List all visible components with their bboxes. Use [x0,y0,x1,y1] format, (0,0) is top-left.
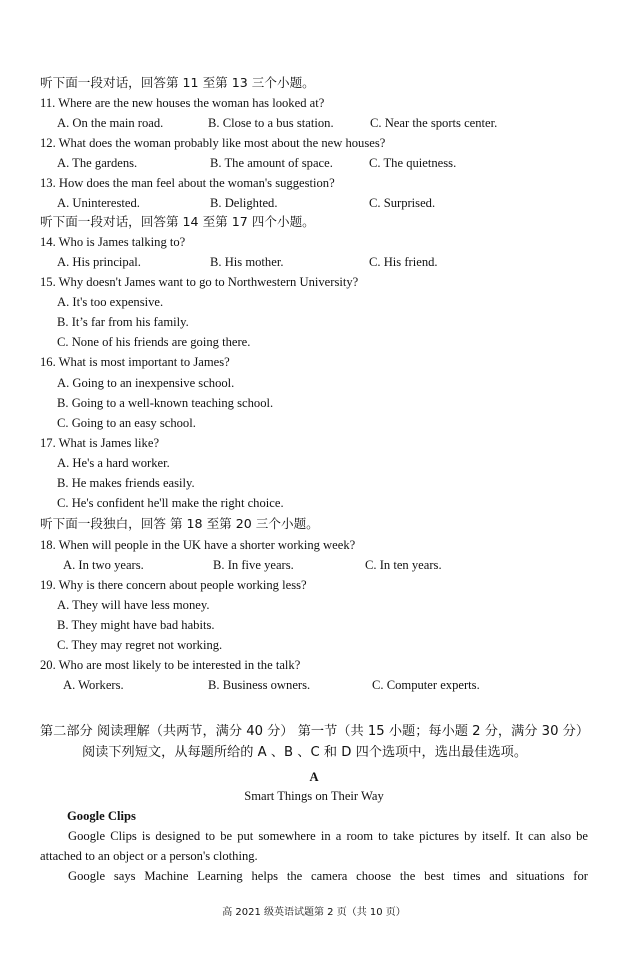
q19-option-c: C. They may regret not working. [57,638,223,652]
q16-option-c: C. Going to an easy school. [57,416,196,430]
question-18: 18. When will people in the UK have a shorter working week? [40,538,356,552]
q17-option-c: C. He's confident he'll make the right choice. [57,496,284,510]
q12-option-a: A. The gardens. [57,156,138,170]
q13-option-a: A. Uninterested. [57,196,140,210]
q20-option-a: A. Workers. [63,678,124,692]
section-intro-18-20: 听下面一段独白，回答 第 18 至第 20 三个小题。 [40,516,319,531]
section-intro-11-13: 听下面一段对话，回答第 11 至第 13 三个小题。 [40,75,315,90]
passage-letter: A [309,770,319,784]
q16-option-b: B. Going to a well-known teaching school. [57,396,274,410]
q14-option-a: A. His principal. [57,255,141,269]
q13-option-b: B. Delighted. [210,196,278,210]
q19-option-a: A. They will have less money. [57,598,210,612]
q14-option-c: C. His friend. [369,255,438,269]
part2-instruction: 阅读下列短文，从每题所给的 A 、B 、C 和 D 四个选项中，选出最佳选项。 [82,745,528,760]
q11-option-b: B. Close to a bus station. [208,116,334,130]
passage-paragraph-2: Google says Machine Learning helps the camera choose the best times and situations for [68,869,588,883]
q13-option-c: C. Surprised. [369,196,436,210]
q15-option-b: B. It’s far from his family. [57,315,189,329]
section-intro-14-17: 听下面一段对话，回答第 14 至第 17 四个小题。 [40,214,315,229]
q18-option-c: C. In ten years. [365,558,442,572]
question-12: 12. What does the woman probably like most about the new houses? [40,136,386,150]
question-19: 19. Why is there concern about people working less? [40,578,307,592]
passage-paragraph-1: Google Clips is designed to be put somewhere in a room to take pictures by itself. It can also be attached to an object or a person's clothing. [40,829,588,863]
q12-option-c: C. The quietness. [369,156,457,170]
q18-option-b: B. In five years. [213,558,294,572]
question-11: 11. Where are the new houses the woman has looked at? [40,96,325,110]
question-17: 17. What is James like? [40,436,160,450]
question-20: 20. Who are most likely to be interested in the talk? [40,658,301,672]
question-16: 16. What is most important to James? [40,355,230,369]
q15-option-c: C. None of his friends are going there. [57,335,251,349]
q14-option-b: B. His mother. [210,255,284,269]
q17-option-a: A. He's a hard worker. [57,456,170,470]
q16-option-a: A. Going to an inexpensive school. [57,376,235,390]
q20-option-c: C. Computer experts. [372,678,480,692]
q15-option-a: A. It's too expensive. [57,295,164,309]
q17-option-b: B. He makes friends easily. [57,476,195,490]
passage-title: Smart Things on Their Way [244,789,384,803]
question-14: 14. Who is James talking to? [40,235,186,249]
question-13: 13. How does the man feel about the woman's suggestion? [40,176,335,190]
q18-option-a: A. In two years. [63,558,144,572]
q11-option-c: C. Near the sports center. [370,116,498,130]
page-footer: 高 2021 级英语试题第 2 页（共 10 页） [222,907,406,918]
part2-heading: 第二部分 阅读理解（共两节，满分 40 分） 第一节（共 15 小题；每小题 2 分，满分 30 分） [40,724,590,739]
q20-option-b: B. Business owners. [208,678,311,692]
q11-option-a: A. On the main road. [57,116,164,130]
q19-option-b: B. They might have bad habits. [57,618,215,632]
question-15: 15. Why doesn't James want to go to Northwestern University? [40,275,359,289]
q12-option-b: B. The amount of space. [210,156,333,170]
passage-subtitle: Google Clips [67,809,136,823]
